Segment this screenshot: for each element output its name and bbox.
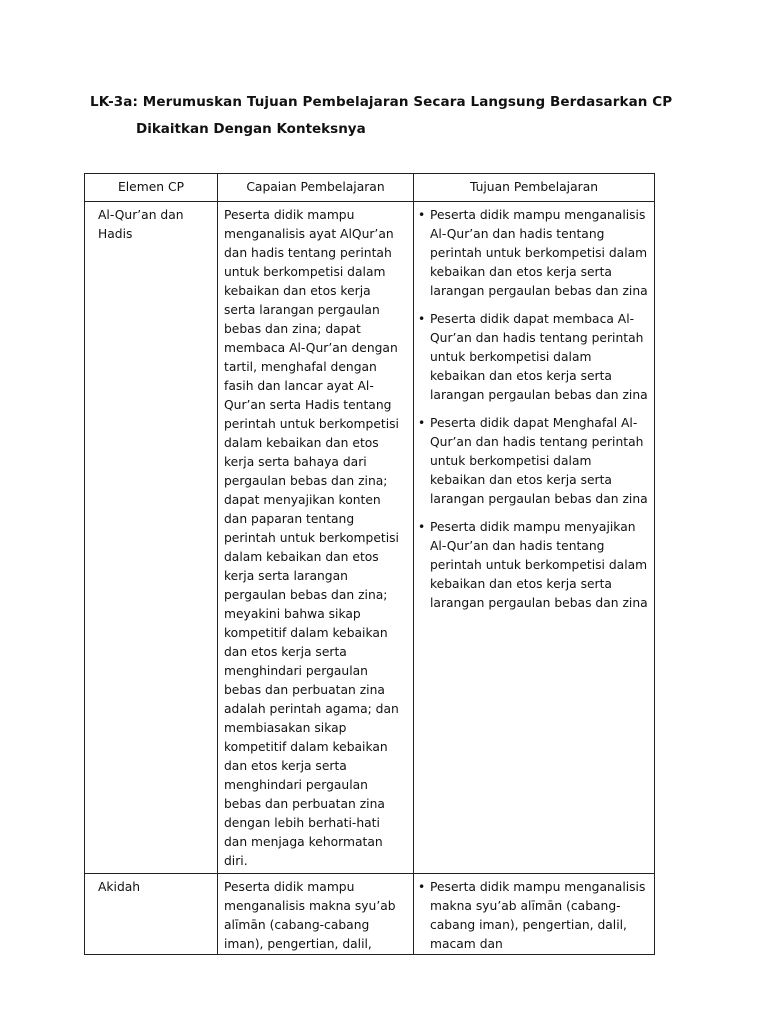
table-header-row — [85, 174, 655, 202]
table-row — [85, 202, 655, 874]
tujuan-text: Peserta didik mampu menyajikan Al-Qur’an dan hadis tentang perintah untuk berkompetisi dalam kebaikan dan etos kerja serta larangan pergaulan bebas dan zina — [430, 520, 648, 610]
tujuan-clip — [418, 878, 648, 952]
list-item — [418, 878, 648, 952]
list-item — [418, 414, 648, 509]
page-title: LK-3a: Merumuskan Tujuan Pembelajaran Secara Langsung Berdasarkan CP — [90, 94, 673, 110]
header-elemen-cp: Elemen CP — [85, 174, 218, 202]
tujuan-text: Peserta didik dapat membaca Al-Qur’an dan hadis tentang perintah untuk berkompetisi dalam kebaikan dan etos kerja serta larangan pergaulan bebas dan zina — [430, 312, 648, 402]
bullet-icon: • — [418, 312, 426, 326]
table-row — [85, 874, 655, 955]
tujuan-text: Peserta didik mampu menganalisis makna syu’ab alīmān (cabang-cabang iman), pengertian, dalil, macam dan — [430, 880, 646, 951]
header-capaian-pembelajaran: Capaian Pembelajaran — [218, 174, 414, 202]
tujuan-text: Peserta didik mampu menganalisis Al-Qur’an dan hadis tentang perintah untuk berkompetisi dalam kebaikan dan etos kerja serta larangan pergaulan bebas dan zina — [430, 208, 648, 298]
capaian-cell — [218, 874, 414, 955]
list-item — [418, 518, 648, 613]
page-subtitle: Dikaitkan Dengan Konteksnya — [136, 121, 366, 137]
list-item — [418, 206, 648, 301]
cp-table — [84, 173, 655, 955]
capaian-text: Peserta didik mampu menganalisis makna syu’ab alīmān (cabang-cabang iman), pengertian, dalil, — [224, 880, 396, 951]
tujuan-list — [418, 206, 648, 613]
bullet-icon: • — [418, 416, 426, 430]
elemen-cell — [85, 874, 218, 955]
tujuan-cell — [414, 874, 655, 955]
tujuan-cell — [414, 202, 655, 874]
elemen-cell: Al-Qur’an dan Hadis — [85, 202, 218, 874]
list-item — [418, 310, 648, 405]
capaian-cell: Peserta didik mampu menganalisis ayat AlQur’an dan hadis tentang perintah untuk berkompetisi dalam kebaikan dan etos kerja serta larangan pergaulan bebas dan zina; dapat membaca Al-Qur’an dengan tartil, menghafal dengan fasih dan lancar ayat Al-Qur’an serta Hadis tentang perintah untuk berkompetisi dalam kebaikan dan etos kerja serta bahaya dari pergaulan bebas dan zina; dapat menyajikan konten dan paparan tentang perintah untuk berkompetisi dalam kebaikan dan etos kerja serta larangan pergaulan bebas dan zina; meyakini bahwa sikap kompetitif dalam kebaikan dan etos kerja serta menghindari pergaulan bebas dan perbuatan zina adalah perintah agama; dan membiasakan sikap kompetitif dalam kebaikan dan etos kerja serta menghindari pergaulan bebas dan perbuatan zina dengan lebih berhati-hati dan menjaga kehormatan diri. — [218, 202, 414, 874]
bullet-icon: • — [418, 520, 426, 534]
bullet-icon: • — [418, 208, 426, 222]
tujuan-list — [418, 878, 648, 952]
elemen-text: Akidah — [98, 880, 141, 894]
header-tujuan-pembelajaran: Tujuan Pembelajaran — [414, 174, 655, 202]
tujuan-text: Peserta didik dapat Menghafal Al-Qur’an dan hadis tentang perintah untuk berkompetisi dalam kebaikan dan etos kerja serta larangan pergaulan bebas dan zina — [430, 416, 648, 506]
bullet-icon: • — [418, 880, 426, 894]
